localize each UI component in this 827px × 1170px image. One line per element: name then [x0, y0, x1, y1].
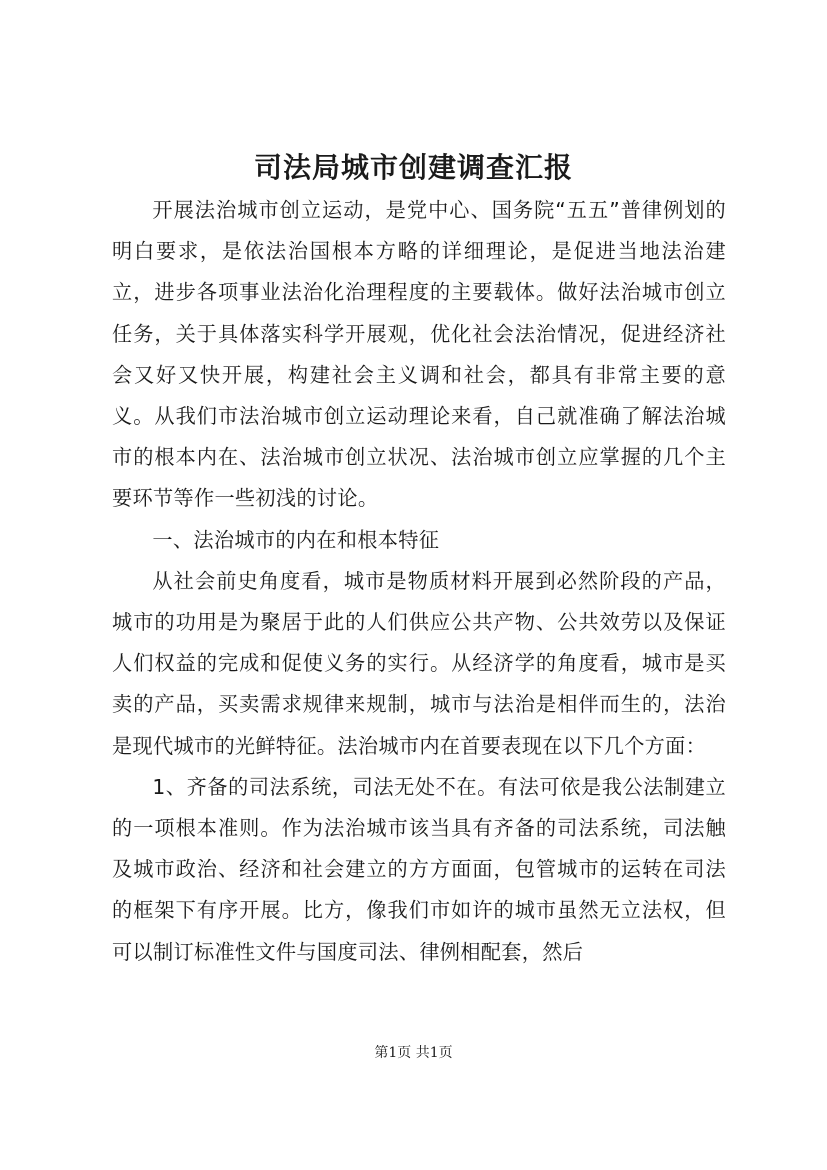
paragraph-point-1: 1、齐备的司法系统，司法无处不在。有法可依是我公法制建立的一项根本准则。作为法治城市该当具有齐备的司法系统，司法触及城市政治、经济和社会建立的方方面面，包管城市的运转在司法的框架下有序开展。比方，像我们市如许的城市虽然无立法权，但可以制订标准性文件与国度司法、律例相配套，然后: [112, 774, 726, 964]
document-title: 司法局城市创建调查汇报: [253, 151, 573, 184]
page-footer: 第1页 共1页: [374, 1045, 453, 1061]
section-heading-1: 一、法治城市的内在和根本特征: [152, 527, 440, 552]
paragraph-intro: 开展法治城市创立运动，是党中心、国务院“五五”普律例划的明白要求，是依法治国根本方略的详细理论，是促进当地法治建立，进步各项事业法治化治理程度的主要载体。做好法治城市创立任务，关于具体落实科学开展观，优化社会法治情况，促进经济社会又好又快开展，构建社会主义调和社会，都具有非常主要的意义。从我们市法治城市创立运动理论来看，自己就准确了解法治城市的根本内在、法治城市创立状况、法治城市创立应掌握的几个主要环节等作一些初浅的讨论。: [112, 198, 726, 511]
document-body: [112, 190, 726, 973]
paragraph-city-definition: 从社会前史角度看，城市是物质材料开展到必然阶段的产品，城市的功用是为聚居于此的人们供应公共产物、公共效劳以及保证人们权益的完成和促使义务的实行。从经济学的角度看，城市是买卖的产品，买卖需求规律来规制，城市与法治是相伴而生的，法治是现代城市的光鲜特征。法治城市内在首要表现在以下几个方面：: [112, 568, 726, 758]
